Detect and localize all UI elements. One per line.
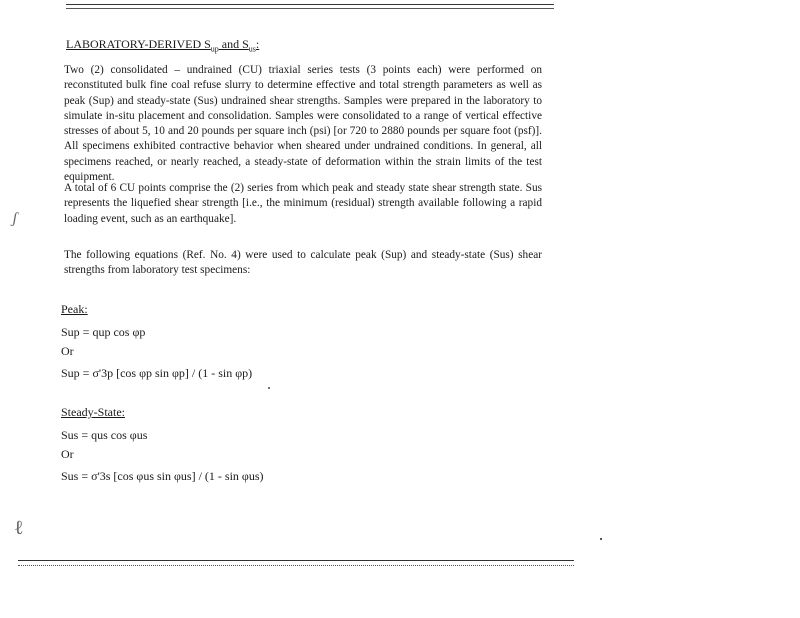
steady-state-equation-1: Sus = qus cos φus	[61, 428, 148, 442]
paragraph-equations-intro: The following equations (Ref. No. 4) were used to calculate peak (Sup) and steady-state (Sus) shear strengths from laboratory test specimens:	[64, 249, 542, 277]
peak-or: Or	[61, 344, 74, 358]
header-rule-secondary	[66, 8, 554, 9]
section-heading: LABORATORY-DERIVED $S_{up}$ and $S_{us}$:	[66, 37, 260, 54]
header-rule	[66, 4, 554, 5]
peak-equation-1: Sup = qup cos φp	[61, 325, 146, 339]
paragraph-cu-points: A total of 6 CU points comprise the (2) series from which peak and steady state shear strength state. Sus represents the liquefied shear strength [i.e., the minimum (residual) strength available following a rapid loading event, such as an earthquake].	[64, 182, 542, 225]
paragraph-methods: Two (2) consolidated – undrained (CU) triaxial series tests (3 points each) were performed on reconstituted bulk fine coal refuse slurry to determine effective and total strength parameters as well as peak (Sup) and steady-state (Sus) undrained shear strengths. Samples were prepared in the laboratory to simulate in-situ placement and consolidation. Samples were consolidated to a range of vertical effective stresses of about 5, 10 and 20 pounds per square inch (psi) [or 720 to 2880 pounds per square foot (psf)]. All specimens exhibited contractive behavior when sheared under undrained conditions. In general, all specimens reached, or nearly reached, a steady-state of deformation within the strain limits of the test equipment.	[64, 64, 542, 184]
speck	[268, 387, 270, 389]
steady-state-or: Or	[61, 447, 74, 461]
speck	[600, 538, 602, 540]
margin-pen-mark: ʃ	[10, 209, 19, 228]
margin-scribble-mark: ℓ	[14, 517, 24, 539]
steady-state-equation-2: Sus = σ'3s [cos φus sin φus] / (1 - sin φus)	[61, 469, 264, 483]
steady-state-label: Steady-State:	[61, 405, 125, 419]
footer-rule	[18, 560, 574, 561]
footer-rule-dotted	[18, 565, 574, 566]
peak-equation-2: Sup = σ'3p [cos φp sin φp] / (1 - sin φp)	[61, 366, 253, 380]
peak-label: Peak:	[61, 302, 88, 316]
